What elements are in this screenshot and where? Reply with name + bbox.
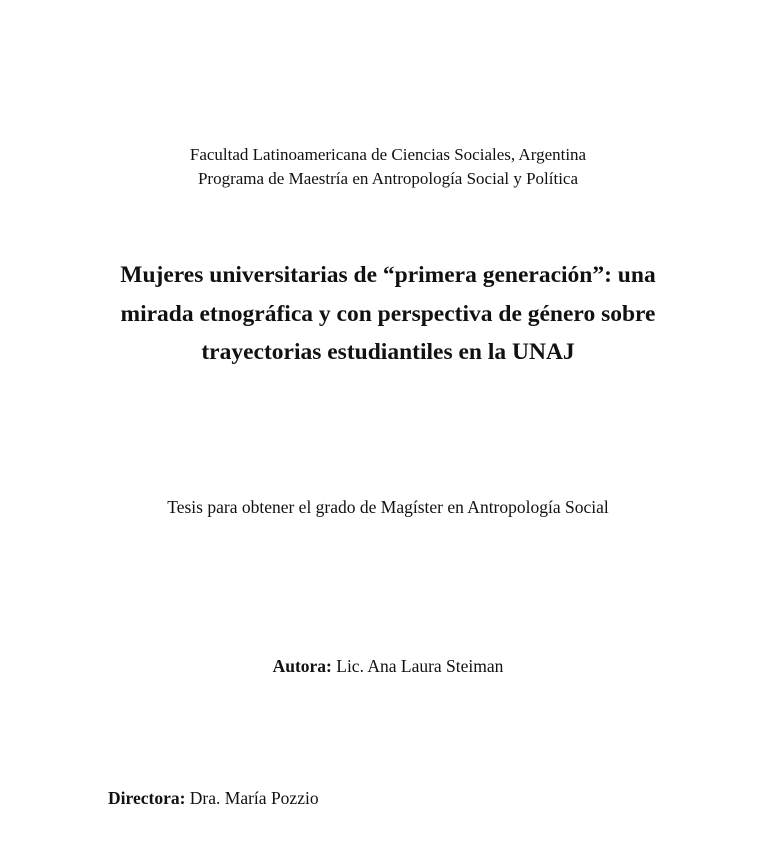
author-name: Lic. Ana Laura Steiman — [336, 656, 504, 676]
director-line — [108, 786, 319, 810]
thesis-title-line-2: mirada etnográfica y con perspectiva de género sobre — [120, 300, 656, 327]
program-name: Programa de Maestría en Antropología Social y Política — [197, 169, 579, 188]
thesis-title — [100, 256, 676, 372]
institution-name: Facultad Latinoamericana de Ciencias Sociales, Argentina — [189, 145, 587, 164]
author-line — [0, 654, 776, 678]
thesis-title-line-1: Mujeres universitarias de “primera generación”: una — [120, 262, 656, 288]
institution-block — [0, 143, 776, 191]
director-label: Directora: — [108, 788, 186, 808]
degree-statement: Tesis para obtener el grado de Magíster en Antropología Social — [167, 497, 609, 517]
thesis-title-line-3: trayectorias estudiantiles en la UNAJ — [201, 339, 575, 365]
director-name: Dra. María Pozzio — [189, 788, 319, 808]
author-label: Autora: — [272, 656, 332, 676]
